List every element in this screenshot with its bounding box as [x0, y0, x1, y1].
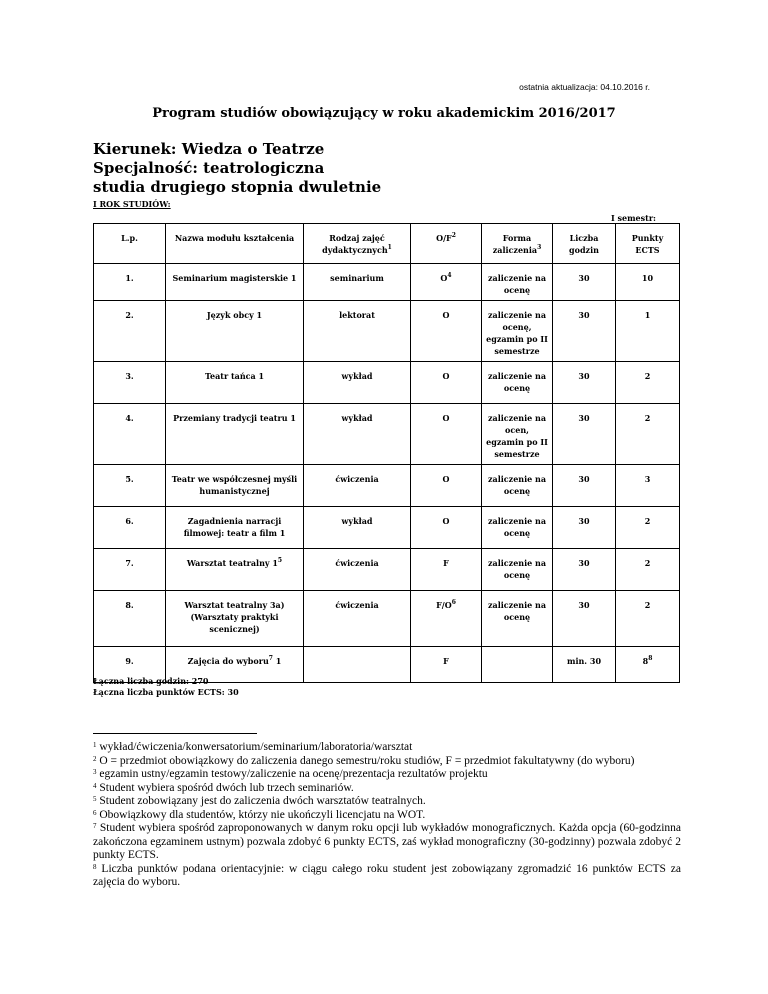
header-module-name: Nazwa modułu kształcenia — [166, 224, 304, 264]
module-name-cell: Warsztat teatralny 3a) (Warsztaty praktyki scenicznej) — [166, 591, 304, 647]
assessment-form-cell: zaliczenie na ocen, egzamin po II semestrze — [482, 404, 553, 465]
ects-cell: 3 — [616, 465, 680, 507]
hours-cell: min. 30 — [553, 647, 616, 683]
year-label: I ROK STUDIÓW: — [93, 199, 171, 209]
hours-cell: 30 — [553, 301, 616, 362]
table-row — [94, 301, 680, 362]
hours-cell: 30 — [553, 264, 616, 301]
lp-cell: 4. — [94, 404, 166, 465]
class-type-cell: wykład — [304, 362, 411, 404]
ects-cell: 2 — [616, 362, 680, 404]
table-row — [94, 404, 680, 465]
module-name-cell: Teatr we współczesnej myśli humanistycznej — [166, 465, 304, 507]
of-cell: $F/O^6$ — [411, 591, 482, 647]
class-type-cell: ćwiczenia — [304, 549, 411, 591]
table-row — [94, 507, 680, 549]
ects-cell: 1 — [616, 301, 680, 362]
of-cell: O — [411, 362, 482, 404]
table-row — [94, 549, 680, 591]
hours-cell: 30 — [553, 549, 616, 591]
of-cell: O — [411, 301, 482, 362]
assessment-form-cell: zaliczenie na ocenę, egzamin po II semestrze — [482, 301, 553, 362]
assessment-form-cell: zaliczenie na ocenę — [482, 465, 553, 507]
of-cell: O — [411, 507, 482, 549]
of-cell: F — [411, 549, 482, 591]
of-cell: $O^4$ — [411, 264, 482, 301]
assessment-form-cell: zaliczenie na ocenę — [482, 549, 553, 591]
header-assessment-form: Forma zaliczenia$^3$ — [482, 224, 553, 264]
lp-cell: 2. — [94, 301, 166, 362]
table-row — [94, 264, 680, 301]
footnote-item: $^5$ Student zobowiązany jest do zaliczenia dwóch warsztatów teatralnych. — [93, 795, 426, 807]
program-level: studia drugiego stopnia dwuletnie — [93, 178, 382, 196]
ects-cell: 2 — [616, 404, 680, 465]
assessment-form-cell: zaliczenie na ocenę — [482, 507, 553, 549]
header-class-type: Rodzaj zajęć dydaktycznych$^1$ — [304, 224, 411, 264]
class-type-cell: wykład — [304, 507, 411, 549]
assessment-form-cell: zaliczenie na ocenę — [482, 362, 553, 404]
class-type-cell — [304, 647, 411, 683]
lp-cell: 3. — [94, 362, 166, 404]
module-name-cell: Zajęcia do wyboru$^7$ 1 — [166, 647, 304, 683]
lp-cell: 6. — [94, 507, 166, 549]
module-name-cell: Język obcy 1 — [166, 301, 304, 362]
class-type-cell: ćwiczenia — [304, 591, 411, 647]
program-direction: Kierunek: Wiedza o Teatrze — [93, 140, 325, 158]
module-name-cell: Przemiany tradycji teatru 1 — [166, 404, 304, 465]
footnote-item: $^3$ egzamin ustny/egzamin testowy/zaliczenie na ocenę/prezentacja rezultatów projektu — [93, 768, 488, 780]
total-ects: Łączna liczba punktów ECTS: 30 — [93, 687, 239, 697]
table-header-row — [94, 224, 680, 264]
module-name-cell: Teatr tańca 1 — [166, 362, 304, 404]
hours-cell: 30 — [553, 362, 616, 404]
ects-cell: 2 — [616, 591, 680, 647]
module-name-cell: Seminarium magisterskie 1 — [166, 264, 304, 301]
module-name-cell: Zagadnienia narracji filmowej: teatr a film 1 — [166, 507, 304, 549]
footnote-item: $^8$ Liczba punktów podana orientacyjnie: w ciągu całego roku student jest zobowiązany zgromadzić 16 punktów ECTS za zajęcia do wyboru. — [93, 862, 682, 888]
class-type-cell: seminarium — [304, 264, 411, 301]
footnote-item: $^7$ Student wybiera spośród zaproponowanych w danym roku opcji lub wykładów monograficznych. Każda opcja (60-godzinna zakończona egzaminem ustnym) pozwala zdobyć 6 punkty ECTS, zaś wykład monograficzny (30-godzinny) pozwala zdobyć 2 punkty ECTS. — [93, 822, 681, 861]
footnote-item: $^1$ wykład/ćwiczenia/konwersatorium/seminarium/laboratoria/warsztat — [93, 741, 413, 753]
class-type-cell: lektorat — [304, 301, 411, 362]
lp-cell: 5. — [94, 465, 166, 507]
footnote-item: $^6$ Obowiązkowy dla studentów, którzy nie ukończyli licencjatu na WOT. — [93, 808, 426, 821]
table-row — [94, 591, 680, 647]
assessment-form-cell: zaliczenie na ocenę — [482, 264, 553, 301]
lp-cell: 8. — [94, 591, 166, 647]
hours-cell: 30 — [553, 591, 616, 647]
class-type-cell: wykład — [304, 404, 411, 465]
program-specialty: Specjalność: teatrologiczna — [93, 159, 325, 177]
lp-cell: 9. — [94, 647, 166, 683]
hours-cell: 30 — [553, 507, 616, 549]
total-hours: Łączna liczba godzin: 270 — [93, 676, 209, 686]
footnotes — [93, 741, 681, 890]
ects-cell: 2 — [616, 549, 680, 591]
ects-cell: 10 — [616, 264, 680, 301]
of-cell: O — [411, 404, 482, 465]
table-row — [94, 362, 680, 404]
of-cell: O — [411, 465, 482, 507]
footnote-separator — [93, 733, 257, 734]
lp-cell: 7. — [94, 549, 166, 591]
header-lp: L.p. — [94, 224, 166, 264]
header-of: $O/F^2$ — [411, 224, 482, 264]
semester-label: I semestr: — [610, 213, 656, 223]
header-ects: Punkty ECTS — [616, 224, 680, 264]
class-type-cell: ćwiczenia — [304, 465, 411, 507]
ects-cell: 2 — [616, 507, 680, 549]
of-cell: F — [411, 647, 482, 683]
last-update-note: ostatnia aktualizacja: 04.10.2016 r. — [519, 82, 650, 92]
totals — [93, 676, 239, 698]
footnote-item: $^4$ Student wybiera spośród dwóch lub trzech seminariów. — [93, 781, 354, 794]
footnote-item: $^2$ O = przedmiot obowiązkowy do zaliczenia danego semestru/roku studiów, F = przedmiot fakultatywny (do wyboru) — [93, 754, 635, 767]
header-hours: Liczba godzin — [553, 224, 616, 264]
document-title: Program studiów obowiązujący w roku akademickim 2016/2017 — [152, 106, 616, 121]
study-program-table — [93, 223, 680, 683]
assessment-form-cell: zaliczenie na ocenę — [482, 591, 553, 647]
assessment-form-cell — [482, 647, 553, 683]
table-row — [94, 465, 680, 507]
lp-cell: 1. — [94, 264, 166, 301]
module-name-cell: Warsztat teatralny $1^5$ — [166, 549, 304, 591]
ects-cell: $8^8$ — [616, 647, 680, 683]
hours-cell: 30 — [553, 465, 616, 507]
hours-cell: 30 — [553, 404, 616, 465]
